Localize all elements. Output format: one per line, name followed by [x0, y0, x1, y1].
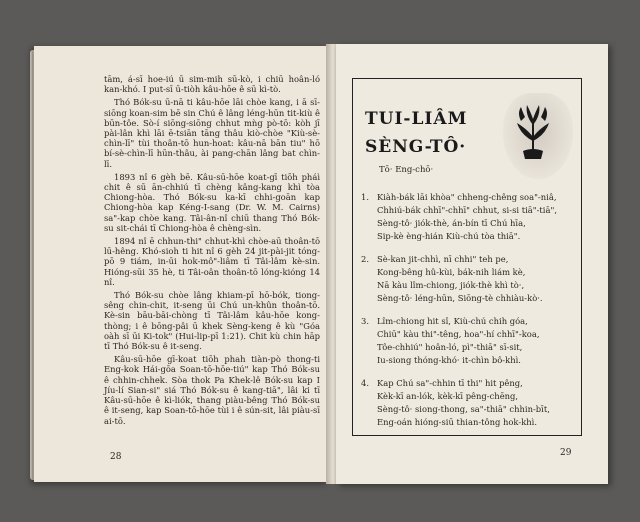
- verse-line: Sèng-tô· siong-thong, sa"-thiā" chhin-bīt,: [377, 404, 550, 414]
- paragraph: 1893 nî 6 gèh bē. Kâu-sū-hōe koat-gī tiōh pháì chit ê sū ān-chhiú tī chèng kâng-kang khì tòa Chiong-hòa. Thó Bók-su ka-kī chhi-goān kap Chiong-hòa kap Kéng-I-sang (Dr. W. M. Cairns) sa"-kap chòe kang. Tâi-ân-nî chiū thang Thó Bók-su sit-chái tī Chiong-hòa ê chèng-sìn.: [104, 171, 320, 233]
- verse-line: Kiàh-bák lāi khòa" chheng-chêng soa"-niâ,: [377, 192, 557, 202]
- left-page-text: [104, 74, 320, 429]
- paragraph: tām, á-sī hoe-iú ū sim-mih sū-kò, i chiū hoân-ló kan-khó. I put-sī ū-tiòh kâu-hōe ê sū kì-tò.: [104, 74, 320, 95]
- verse-line: Sè-kan jit-chhì, nī chhi" teh pe,: [377, 254, 509, 264]
- verse: [361, 377, 575, 429]
- verse-line: Kong-bêng hû-kùi, bák-nih liám kè,: [377, 267, 526, 277]
- paragraph: Thó Bók-su chòe lâng khiam-pī hō-bók, tiong-sêng chin-chit, it-seng ūi Chú un-khûn thoân-tō. Kè-sin bāu-bāi-chòng tī Tâi-lâm kâu-hōe kong-thòng; i ê bōng-pâi ū khek Sèng-keng ê kù "Góa oàh sī ūi Ki-tok" (Hui-lip-pī 1:21). Chit kù chin hāp tī Thó Bók-su ê it-seng.: [104, 290, 320, 352]
- paragraph: Kâu-sū-hōe gī-koat tiōh phah tiàn-pò thong-ti Eng-kok Hái-gōa Soan-tō-hōe-tiú" kap Thó Bók-su ê chhin-chhek. Sòa thok Pa Khek-lê Bók-su kap I Jíu-lí Sian-si" siá Thó Bók-su ê kang-tiā", lâi ki tī Kâu-sū-hōe ê kì-liók, thang piàu-bêng Thó Bók-su ê it-seng, kap Soan-tō-hōe tùi i ê sún-sit, lâi piàu-sī ai-tō.: [104, 354, 320, 426]
- verse-line: Eng-oán hióng-siū thian-tông hok-khì.: [377, 417, 538, 427]
- verse-line: Lîm-chiong hit sî, Kiù-chú chih góa,: [377, 316, 528, 326]
- hymn-title-line: TUI-LIÂM: [365, 109, 468, 129]
- verse-line: Nā kàu lîm-chiong, jiók-thè khì tò·,: [377, 280, 525, 290]
- hymn-title-line: SÈNG-TÔ·: [365, 137, 467, 157]
- paragraph: 1894 nî ē chhun-thi" chhut-khì chòe-aū thoân-tō lū-hêng. Khó-sioh ti hit nî 6 gèh 24 jit-pài-jit tóng-pō 9 tiám, in-ūi hok-mô"-liâm tī Tâi-lâm kè-sin. Hióng-sūi 35 hè, ti Tâi-oân thoân-tō lóng-kióng 14 nî.: [104, 236, 320, 287]
- verse-number: 3.: [361, 316, 369, 326]
- verse-line: Kèk-kī an-lók, kèk-kī pêng-chēng,: [377, 391, 519, 401]
- verse-line: Iu-siong thóng-khó· it-chìn bô-khì.: [377, 355, 521, 365]
- hymn-verses: [361, 191, 575, 439]
- paragraph: Thó Bók-su ū-nā ti kâu-hōe lāi chòe kang, i ā sī-siōng koan-sim bē sin Chú ê lâng léng-hūn tit-kiù ê būn-tôe. Sò-í siōng-siōng chhut mǹg pò-tō: kòh jī pài-lân khì lāi ē-tsiān tāng thâu kiò-chòe "Kiù-sè-chìn-lī" tùi thoân-tō hun-hoat: kâu-nā bān tiu" hō bí-sè-chìn-lī hūn-thâu, ài pang-chān lâng bat chìn-lī.: [104, 97, 320, 169]
- hymn-frame: [352, 78, 582, 436]
- verse-number: 4.: [361, 378, 369, 388]
- verse: [361, 315, 575, 367]
- lily-flower-icon: [513, 101, 553, 161]
- verse-line: Sèng-tô· jiók-thè, án-bín tī Chú hīa,: [377, 218, 526, 228]
- verse-line: Tôe-chhiú" hoân-ló, pì"-thiā" sī-sit,: [377, 342, 523, 352]
- verse-line: Kap Chú sa"-chhin tī thi" hit pêng,: [377, 378, 523, 388]
- verse-line: Chhiú-bák chhī"-chhī" chhut, si-si tiā"-tiā",: [377, 205, 557, 215]
- hymn-title: [365, 105, 467, 161]
- verse: [361, 253, 575, 305]
- verse-line: Chiū" kàu thi"-têng, hoa"-hí chhī"-koa,: [377, 329, 540, 339]
- verse: [361, 191, 575, 243]
- verse-line: Sip-kè èng-hián Kiù-chú tòa thiā".: [377, 231, 521, 241]
- right-page-number: 29: [560, 448, 572, 458]
- verse-number: 2.: [361, 254, 369, 264]
- left-page-number: 28: [110, 452, 122, 462]
- verse-number: 1.: [361, 192, 369, 202]
- verse-line: Sèng-tô· léng-hūn, Siōng-tè chhiàu-kò·.: [377, 293, 543, 303]
- hymn-author: Tō· Eng-chō·: [379, 165, 434, 175]
